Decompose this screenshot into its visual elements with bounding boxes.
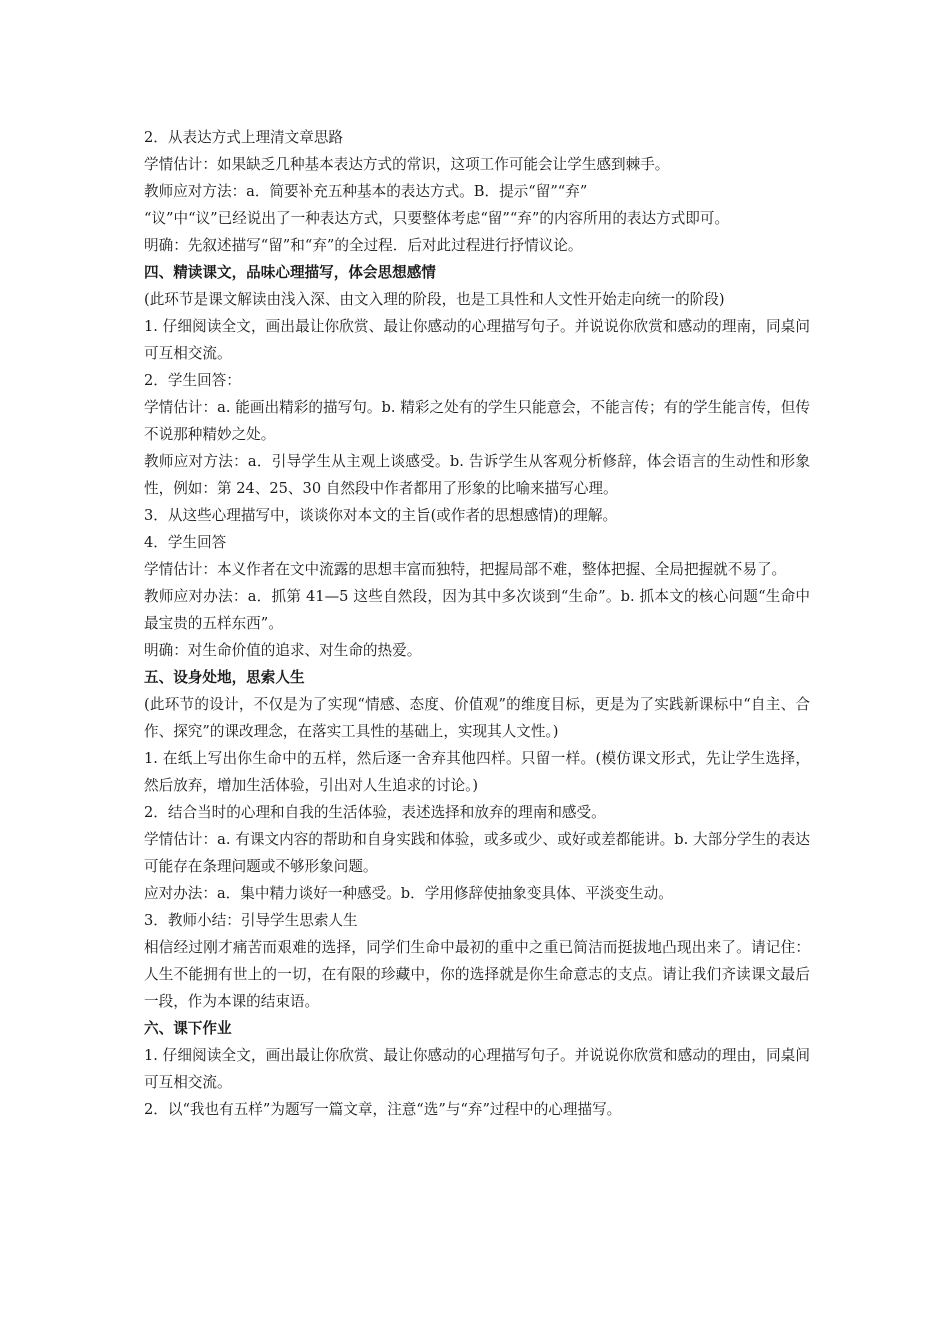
paragraph: 相信经过刚才痛苦而艰难的选择，同学们生命中最初的重中之重已简洁而挺拔地凸现出来了。请记住：人生不能拥有世上的一切，在有限的珍藏中，你的选择就是你生命意志的支点。请让我们齐读课文最后一段，作为本课的结束语。 (144, 939, 810, 1010)
paragraph: 1. 在纸上写出你生命中的五样，然后逐一舍弃其他四样。只留一样。(模仿课文形式，先让学生选择，然后放弃，增加生活体验，引出对人生追求的讨论。) (144, 750, 810, 794)
paragraph: 教师应对方法：a．简要补充五种基本的表达方式。B．提示“留”“弃” (144, 183, 588, 200)
paragraph: 4．学生回答 (144, 534, 227, 551)
paragraph: 1. 仔细阅读全文，画出最让你欣赏、最让你感动的心理描写句子。并说说你欣赏和感动的理由，同桌间可互相交流。 (144, 1047, 810, 1091)
paragraph: 学情估计：如果缺乏几种基本表达方式的常识，这项工作可能会让学生感到棘手。 (144, 156, 670, 173)
document-page (144, 124, 810, 1123)
paragraph: “议”中“议”已经说出了一种表达方式，只要整体考虑“留”“弃”的内容所用的表达方式即可。 (144, 210, 730, 227)
paragraph: 3．从这些心理描写中，谈谈你对本文的主旨(或作者的思想感情)的理解。 (144, 507, 618, 524)
paragraph: 明确：对生命价值的追求、对生命的热爱。 (144, 642, 422, 659)
section-heading: 六、课下作业 (144, 1020, 232, 1037)
paragraph: 2．从表达方式上理清文章思路 (144, 129, 344, 146)
paragraph: (此环节是课文解读由浅入深、由文入理的阶段，也是工具性和人文性开始走向统一的阶段) (144, 291, 725, 308)
paragraph: 2．结合当时的心理和自我的生活体验，表述选择和放弃的理南和感受。 (144, 804, 606, 821)
section-heading: 五、设身处地，思索人生 (144, 669, 305, 686)
paragraph: 教师应对方法：a．引导学生从主观上谈感受。b. 告诉学生从客观分析修辞，体会语言的生动性和形象性，例如：第 24、25、30 自然段中作者都用了形象的比喻来描写心理。 (144, 453, 810, 497)
paragraph: (此环节的设计，不仅是为了实现“情感、态度、价值观”的维度目标，更是为了实践新课标中“自主、合作、探究”的课改理念，在落实工具性的基础上，实现其人文性。) (144, 696, 810, 740)
paragraph: 2．学生回答： (144, 372, 241, 389)
paragraph: 1. 仔细阅读全文，画出最让你欣赏、最让你感动的心理描写句子。并说说你欣赏和感动的理南，同桌问可互相交流。 (144, 318, 810, 362)
paragraph: 学情估计：a. 能画出精彩的描写句。b. 精彩之处有的学生只能意会，不能言传；有的学生能言传，但传不说那种精妙之处。 (144, 399, 810, 443)
paragraph: 2．以“我也有五样”为题写一篇文章，注意“选”与“弃”过程中的心理描写。 (144, 1101, 622, 1118)
section-heading: 四、精读课文，品味心理描写，体会思想感情 (144, 264, 436, 281)
paragraph: 教师应对办法：a．抓第 41—5 这些自然段，因为其中多次谈到“生命”。b. 抓本文的核心问题“生命中最宝贵的五样东西”。 (144, 588, 810, 632)
paragraph: 学情估计：本义作者在文中流露的思想丰富而独特，把握局部不难，整体把握、全局把握就不易了。 (144, 561, 787, 578)
paragraph: 学情估计：a. 有课文内容的帮助和自身实践和体验，或多或少、或好或差都能讲。b. 大部分学生的表达可能存在条理问题或不够形象问题。 (144, 831, 810, 875)
paragraph: 3．教师小结：引导学生思索人生 (144, 912, 358, 929)
paragraph: 应对办法：a．集中精力谈好一种感受。b．学用修辞使抽象变具体、平淡变生动。 (144, 885, 673, 902)
paragraph: 明确：先叙述描写“留”和“弃”的全过程．后对此过程进行抒情议论。 (144, 237, 583, 254)
